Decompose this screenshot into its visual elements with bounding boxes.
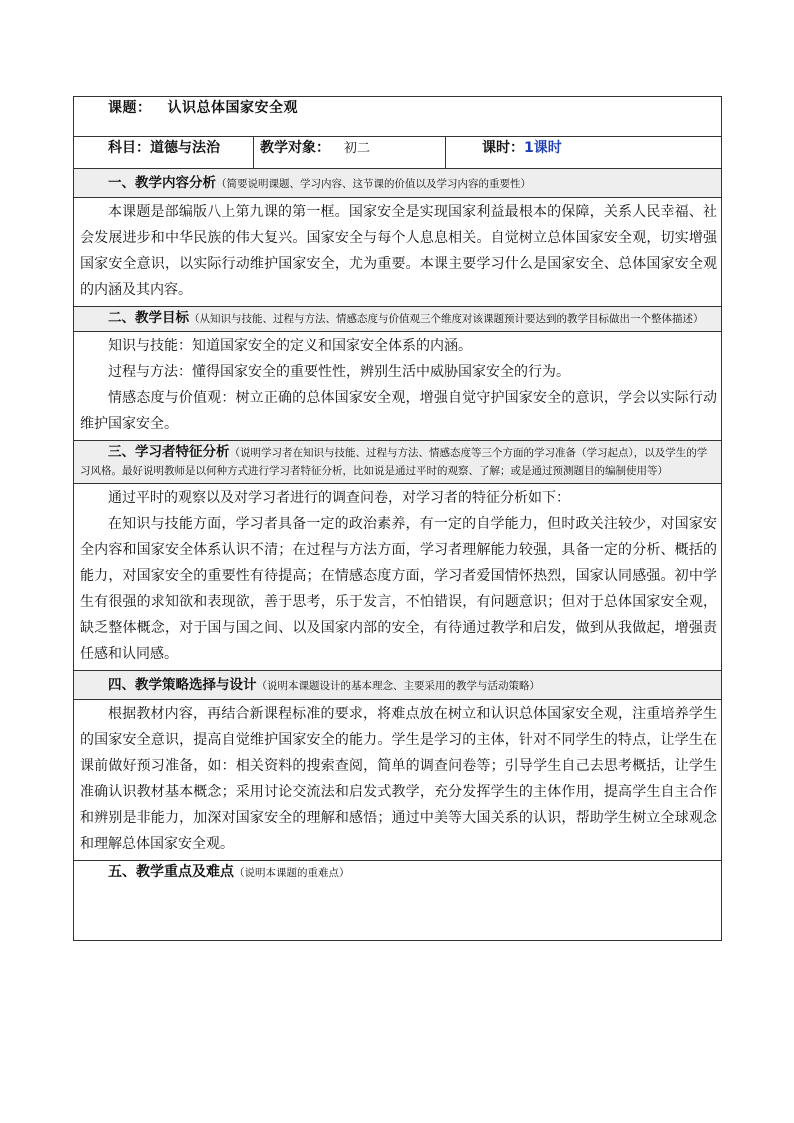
goals-head-row [74,307,722,332]
keypoints-row [74,861,722,941]
learners-detail: 在知识与技能方面，学习者具备一定的政治素养，有一定的自学能力，但时政关注较少，对国家安全内容和国家安全体系认识不清；在过程与方法方面，学习者理解能力较强，具备一定的分析、概括的能力，对国家安全的重要性有待提高；在情感态度方面，学习者爱国情怀热烈，国家认同感强。初中学生有很强的求知欲和表现欲，善于思考，乐于发言，不怕错误，有问题意识；但对于总体国家安全观，缺乏整体概念，对于国与国之间、以及国家内部的安全，有待通过教学和启发，做到从我做起，增强责任感和认同感。 [80,516,717,662]
target-label: 教学对象： [260,140,330,156]
learners-head-row [74,441,722,484]
meta-row [74,137,722,169]
lesson-plan-table [73,96,722,941]
goals-body [74,332,722,441]
hours-cell [446,137,722,169]
target-value: 初二 [344,141,371,156]
topic-value: 认识总体国家安全观 [167,100,298,116]
target-cell [254,137,446,169]
goals-heading [74,307,722,332]
goal-attitude: 情感态度与价值观：树立正确的总体国家安全观，增强自觉守护国家安全的意识，学会以实际行动维护国家安全。 [80,390,717,432]
strategy-body [74,700,722,861]
content-paragraph: 本课题是部编版八上第九课的第一框。国家安全是实现国家利益最根本的保障，关系人民幸福、社会发展进步和中华民族的伟大复兴。国家安全与每个人息息相关。自觉树立总体国家安全观，切实增强国家安全意识，以实际行动维护国家安全，尤为重要。本课主要学习什么是国家安全、总体国家安全观的内涵及其内容。 [80,204,717,298]
learners-hint: （说明学习者在知识与技能、过程与方法、情感态度等三个方面的学习准备（学习起点），以及学生的学习风格。最好说明教师是以何种方式进行学习者特征分析，比如说是通过平时的观察、了解；或是通过预测题目的编制使用等） [80,447,708,477]
goals-hint: （从知识与技能、过程与方法、情感态度与价值观三个维度对该课题预计要达到的教学目标做出一个整体描述） [189,313,704,325]
learners-title: 三、学习者特征分析 [108,444,230,460]
topic-label: 课题： [108,100,152,116]
goal-knowledge: 知识与技能：知道国家安全的定义和国家安全体系的内涵。 [108,338,472,354]
learners-body [74,484,722,671]
strategy-paragraph: 根据教材内容，再结合新课程标准的要求，将难点放在树立和认识总体国家安全观，注重培养学生的国家安全意识，提高自觉维护国家安全的能力。学生是学习的主体，针对不同学生的特点，让学生在课前做好预习准备，如：相关资料的搜索查阅，简单的调查问卷等；引导学生自己去思考概括，让学生准确认识教材基本概念；采用讨论交流法和启发式教学，充分发挥学生的主体作用，提高学生自主合作和辨别是非能力，加深对国家安全的理解和感悟；通过中美等大国关系的认识，帮助学生树立全球观念和理解总体国家安全观。 [80,706,717,852]
goals-body-row [74,332,722,441]
content-analysis-title: 一、教学内容分析 [108,175,216,191]
content-analysis-body-row [74,198,722,307]
learners-heading [74,441,722,484]
topic-cell [74,97,722,137]
hours-label: 课时： [482,140,524,156]
strategy-head-row [74,671,722,700]
learners-body-row [74,484,722,671]
goal-process: 过程与方法：懂得国家安全的重要性性，辨别生活中威胁国家安全的行为。 [108,364,570,380]
keypoints-hint: （说明本课题的重难点） [234,867,350,879]
learners-intro: 通过平时的观察以及对学习者进行的调查问卷，对学习者的特征分析如下： [108,490,570,506]
subject-cell: 科目：道德与法治 [74,137,254,169]
topic-row [74,97,722,137]
content-analysis-body [74,198,722,307]
goals-title: 二、教学目标 [108,310,189,326]
hours-value: 1课时 [524,140,562,156]
content-analysis-heading [74,169,722,198]
strategy-heading [74,671,722,700]
strategy-title: 四、教学策略选择与设计 [108,677,257,693]
lesson-plan-page [73,96,721,941]
content-analysis-hint: （简要说明课题、学习内容、这节课的价值以及学习内容的重要性） [216,178,531,190]
keypoints-heading [74,861,722,941]
content-analysis-head-row [74,169,722,198]
strategy-hint: （说明本课题设计的基本理念、主要采用的教学与活动策略） [256,680,540,692]
keypoints-title: 五、教学重点及难点 [108,864,234,880]
strategy-body-row [74,700,722,861]
